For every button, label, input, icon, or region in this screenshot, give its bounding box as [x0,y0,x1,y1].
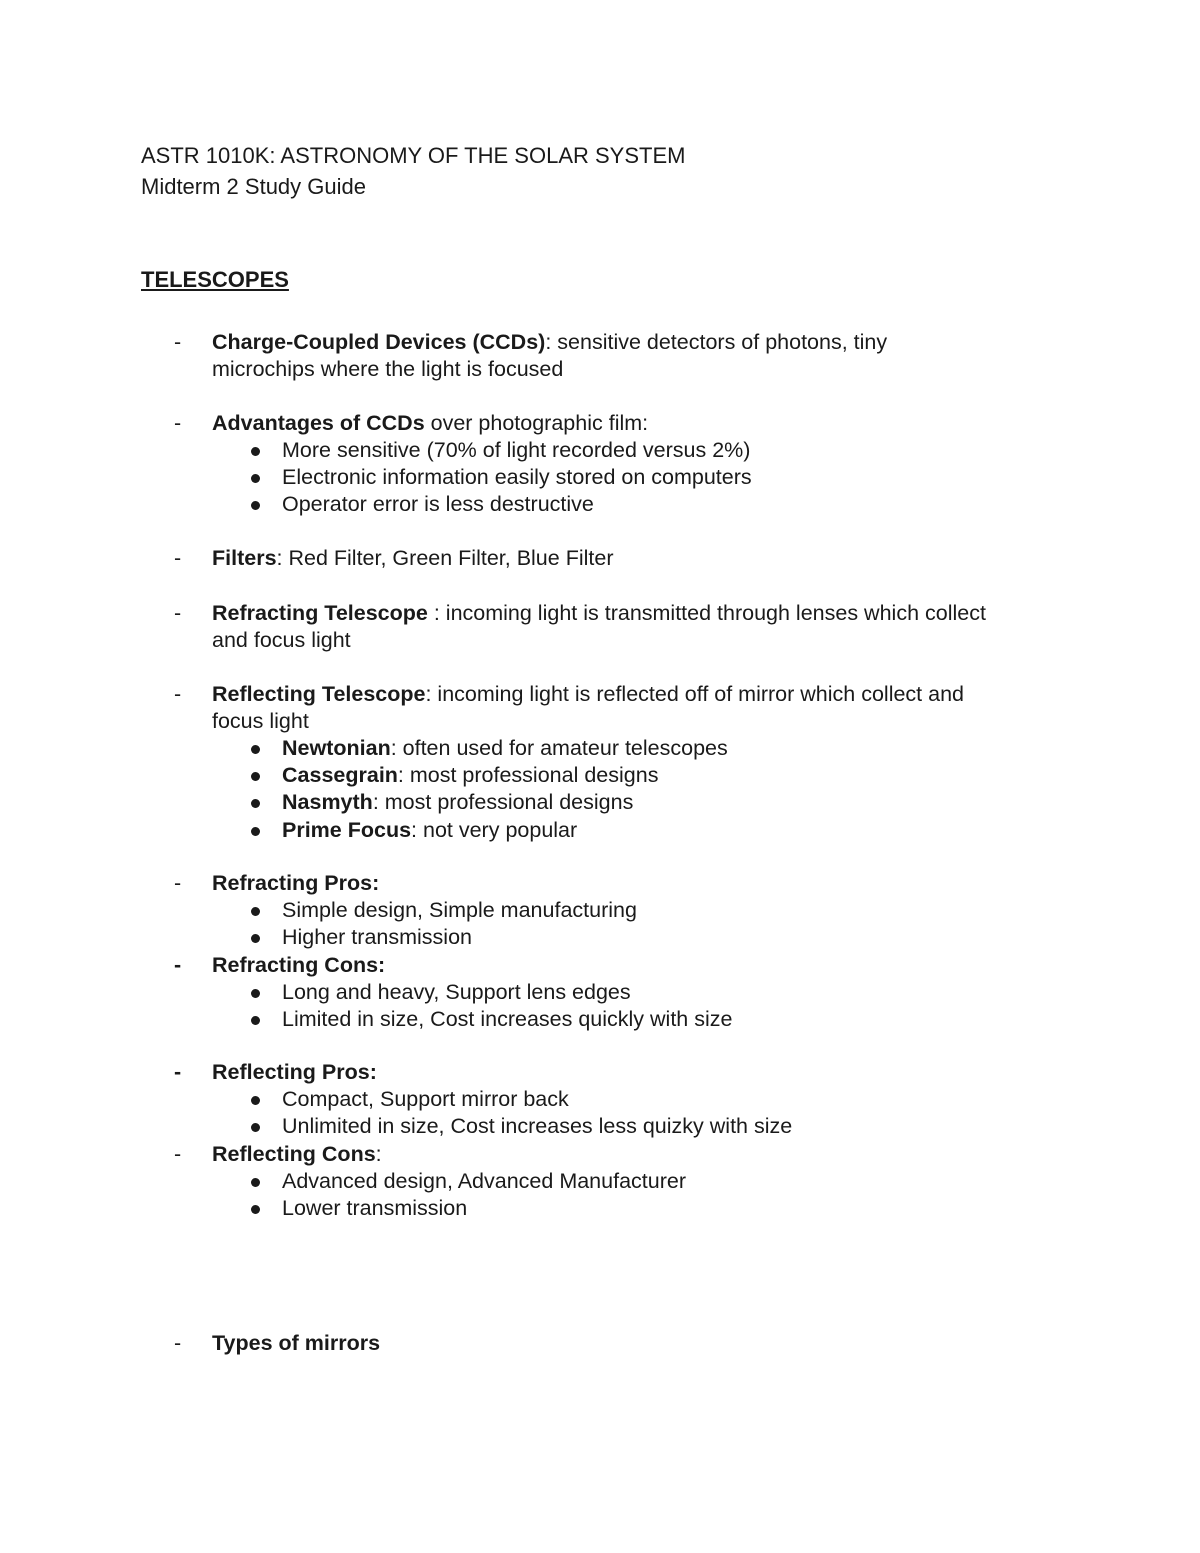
term-advantages: Advantages of CCDs [212,411,425,435]
bullet-text [282,735,728,762]
term-prime-focus: Prime Focus [282,817,412,842]
document-subtitle: Midterm 2 Study Guide [141,174,366,199]
bullet-dot-icon [251,501,260,510]
term-ccd: Charge-Coupled Devices (CCDs) [212,330,546,354]
bullet-text: Higher transmission [282,925,472,950]
bullet-dot-icon [251,799,260,808]
bullet-dot-icon [251,1205,260,1214]
bullet-item [0,762,1200,789]
reflecting-pros-bullets [0,1086,1200,1140]
bullet-item [0,817,1200,844]
term-newtonian: Newtonian [282,736,391,760]
dash-marker: - [174,330,182,354]
bullet-text: Simple design, Simple manufacturing [282,898,637,922]
reflecting-cons-rest: : [375,1142,382,1166]
bullet-text: Limited in size, Cost increases quickly with size [282,1007,733,1032]
bullet-text: Operator error is less destructive [282,492,594,517]
bullet-item [0,437,1200,464]
filters-rest: : Red Filter, Green Filter, Blue Filter [276,546,614,570]
dash-marker: - [174,546,182,570]
reflecting-telescope-bullets [0,735,1200,844]
bullet-dot-icon [251,934,260,943]
bullet-dot-icon [251,1096,260,1105]
item-text [212,410,1072,437]
bullet-item [0,1113,1200,1140]
dash-marker: - [174,682,182,706]
dash-marker: - [174,411,182,435]
refracting-pros-bullets [0,897,1200,951]
bullet-dot-icon [251,1016,260,1025]
section-title-telescopes: TELESCOPES [141,267,289,292]
item-text [212,1059,1072,1086]
item-text [212,600,1072,654]
bullet-text [282,762,658,789]
bullet-item [0,1168,1200,1195]
course-title: ASTR 1010K: ASTRONOMY OF THE SOLAR SYSTEM [141,143,686,168]
newtonian-rest: : often used for amateur telescopes [390,736,728,760]
bullet-dot-icon [251,907,260,916]
refracting-cons-bullets [0,979,1200,1033]
bullet-text [282,789,633,816]
bullet-item [0,979,1200,1006]
bullet-text: Electronic information easily stored on computers [282,465,752,490]
bullet-item [0,491,1200,518]
bullet-text: Lower transmission [282,1196,468,1221]
bullet-text: More sensitive (70% of light recorded versus 2%) [282,438,751,462]
dash-marker: - [174,871,182,895]
bullet-dot-icon [251,772,260,781]
item-text [212,329,1072,383]
definition-ccd-line2: microchips where the light is focused [212,357,564,382]
refracting-telescope-line1: : incoming light is transmitted through lenses which collect [427,601,986,625]
bullet-item [0,1195,1200,1222]
dash-marker: - [174,1331,182,1355]
bullet-dot-icon [251,989,260,998]
item-text [212,1141,1072,1168]
dash-marker: - [174,1060,182,1084]
reflecting-telescope-line2: focus light [212,709,309,734]
bullet-item [0,735,1200,762]
refracting-telescope-line2: and focus light [212,628,351,653]
term-filters: Filters [212,546,277,570]
bullet-text [282,817,577,844]
bullet-text: Advanced design, Advanced Manufacturer [282,1169,686,1193]
item-text [212,545,1072,572]
term-refracting-pros: Refracting Pros: [212,871,380,895]
bullet-item [0,897,1200,924]
reflecting-telescope-line1: : incoming light is reflected off of mirror which collect and [425,682,964,706]
bullet-item [0,464,1200,491]
item-text [212,1330,1072,1357]
nasmyth-rest: : most professional designs [372,790,634,815]
bullet-text: Compact, Support mirror back [282,1087,569,1111]
cassegrain-rest: : most professional designs [397,763,659,788]
item-text [212,681,1072,735]
bullet-item [0,789,1200,816]
bullet-dot-icon [251,1123,260,1132]
term-types-of-mirrors: Types of mirrors [212,1331,381,1355]
bullet-dot-icon [251,474,260,483]
term-refracting-telescope: Refracting Telescope [212,601,428,625]
advantages-rest: over photographic film: [424,411,649,435]
advantages-bullets [0,437,1200,519]
bullet-text: Long and heavy, Support lens edges [282,980,631,1004]
bullet-item [0,1006,1200,1033]
bullet-dot-icon [251,745,260,754]
item-text [212,952,1072,979]
bullet-dot-icon [251,827,260,836]
term-reflecting-pros: Reflecting Pros: [212,1060,377,1084]
term-refracting-cons: Refracting Cons: [212,953,386,977]
dash-marker: - [174,953,182,977]
item-text [212,870,1072,897]
term-cassegrain: Cassegrain [282,763,398,788]
term-reflecting-cons: Reflecting Cons [212,1142,376,1166]
bullet-dot-icon [251,447,260,456]
bullet-dot-icon [251,1178,260,1187]
definition-ccd-line1: : sensitive detectors of photons, tiny [545,330,888,354]
reflecting-cons-bullets [0,1168,1200,1222]
dash-marker: - [174,1142,182,1166]
prime-focus-rest: : not very popular [411,817,578,842]
term-nasmyth: Nasmyth [282,790,373,815]
bullet-text: Unlimited in size, Cost increases less quizky with size [282,1114,793,1139]
term-reflecting-telescope: Reflecting Telescope [212,682,426,706]
dash-marker: - [174,601,182,625]
bullet-item [0,1086,1200,1113]
bullet-item [0,924,1200,951]
